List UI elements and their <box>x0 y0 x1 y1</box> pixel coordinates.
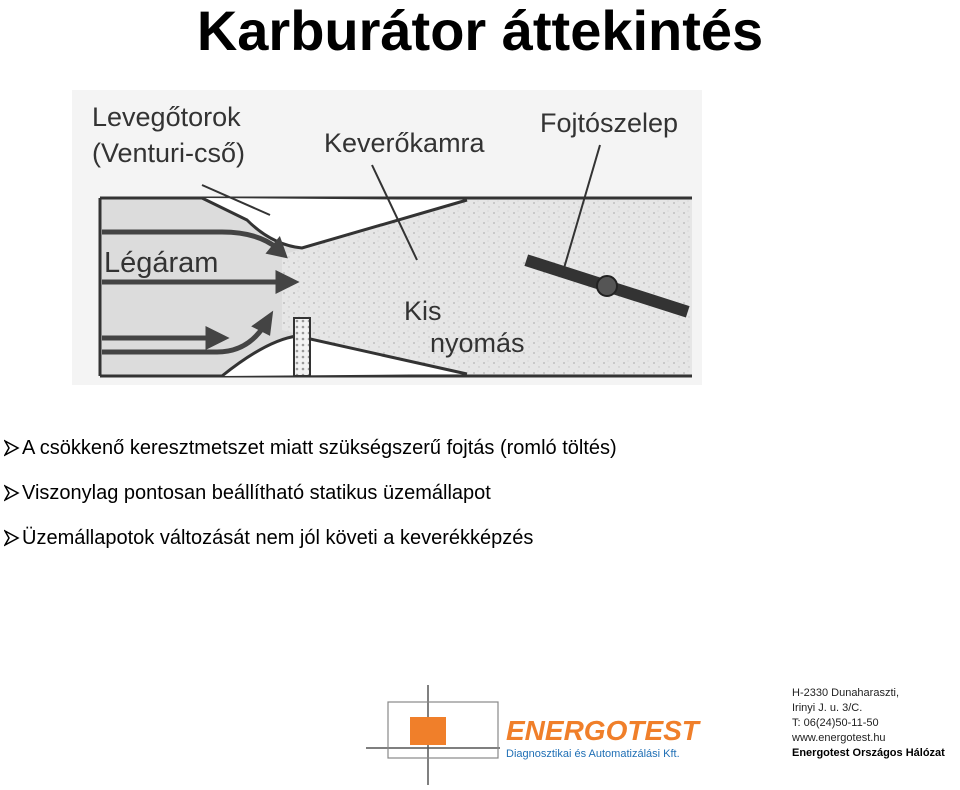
logo-square <box>410 717 446 745</box>
arrowhead-bullet-icon <box>4 484 20 502</box>
company-subtitle: Diagnosztikai és Automatizálási Kft. <box>506 748 680 760</box>
airflow-label: Légáram <box>104 247 219 279</box>
low-pressure-label-1: Kis <box>404 296 442 326</box>
carburetor-diagram <box>72 90 702 385</box>
venturi-label-1: Levegőtorok <box>92 102 241 132</box>
contact-network: Energotest Országos Hálózat <box>792 747 945 759</box>
bullet-list <box>4 436 617 571</box>
bullet-item <box>4 436 617 460</box>
mixing-chamber-label: Keverőkamra <box>324 128 485 158</box>
slide-title: Karburátor áttekintés <box>196 0 764 62</box>
bullet-item <box>4 481 617 505</box>
bullet-text: A csökkenő keresztmetszet miatt szükségszerű fojtás (romló töltés) <box>22 437 617 459</box>
bullet-item <box>4 526 617 550</box>
company-name: ENERGOTEST <box>506 715 699 746</box>
bullet-text: Viszonylag pontosan beállítható statikus üzemállapot <box>22 482 491 504</box>
contact-block <box>792 686 945 761</box>
fuel-nozzle <box>294 318 310 376</box>
contact-web: www.energotest.hu <box>792 732 886 744</box>
throttle-label: Fojtószelep <box>540 108 679 138</box>
contact-address-2: Irinyi J. u. 3/C. <box>792 702 863 714</box>
energotest-logo <box>360 680 770 790</box>
contact-address-1: H-2330 Dunaharaszti, <box>792 687 900 699</box>
bullet-text: Üzemállapotok változását nem jól követi a keverékképzés <box>22 527 534 549</box>
venturi-label-2: (Venturi-cső) <box>92 138 246 168</box>
contact-phone: T: 06(24)50-11-50 <box>792 717 879 729</box>
arrowhead-bullet-icon <box>4 529 20 547</box>
arrowhead-bullet-icon <box>4 439 20 457</box>
low-pressure-label-2: nyomás <box>430 328 525 358</box>
